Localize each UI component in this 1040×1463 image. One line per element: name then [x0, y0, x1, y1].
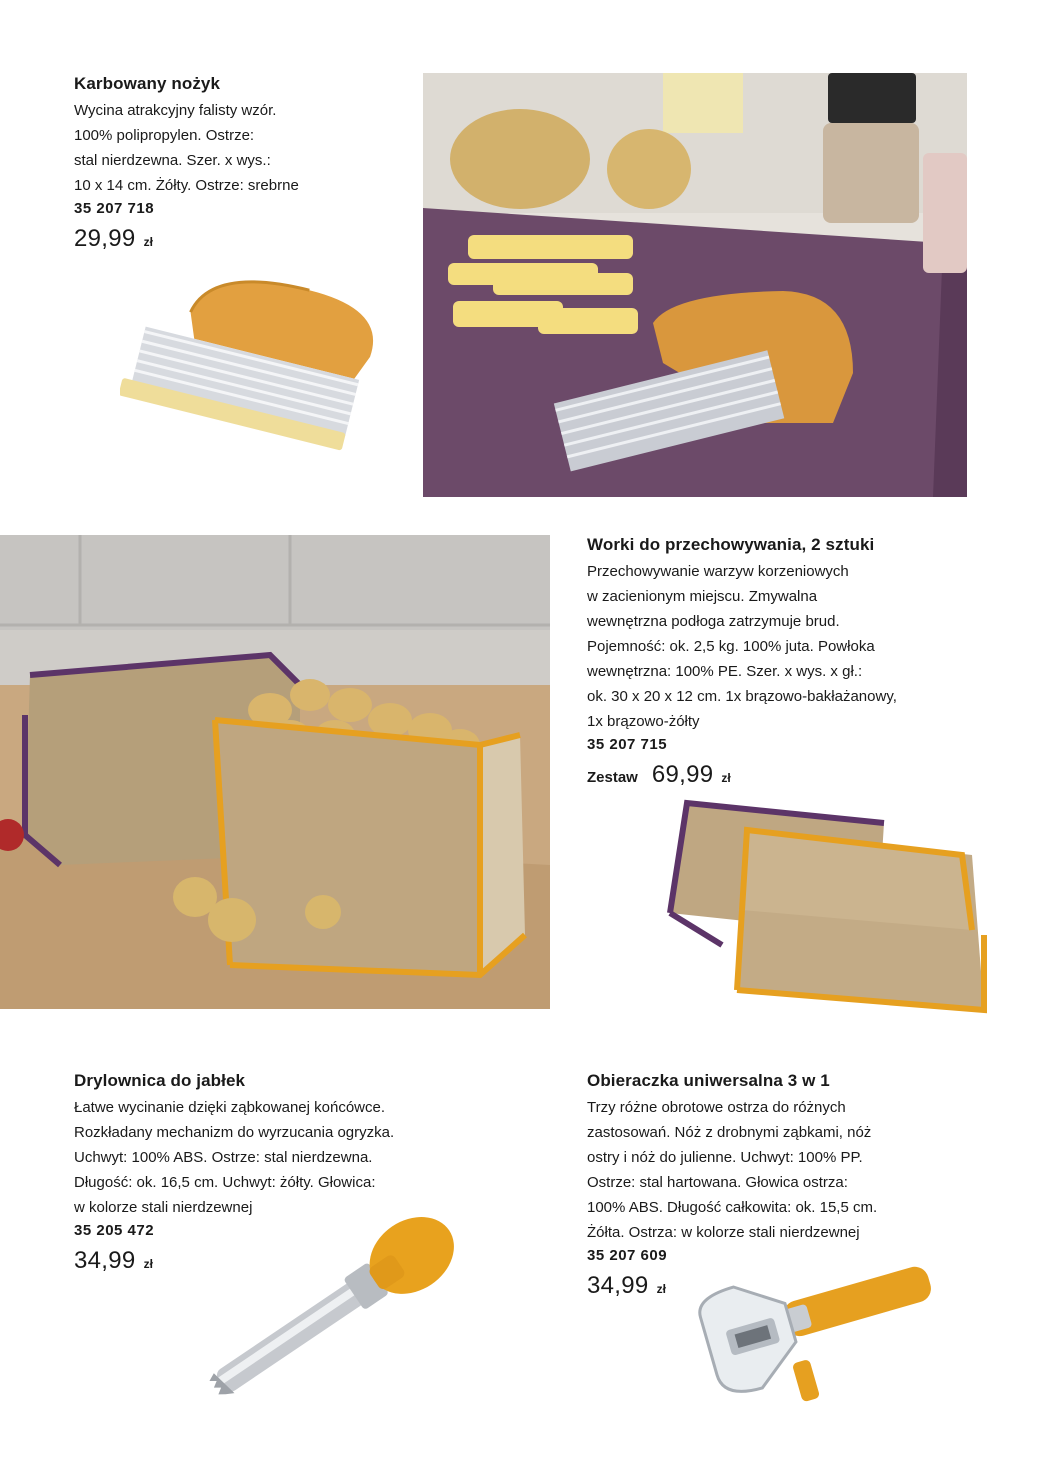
product-karbowany-nozyk	[74, 74, 404, 253]
crinkle-cutter-lifestyle-photo	[423, 73, 967, 497]
price-row	[74, 225, 404, 253]
crinkle-cutter-image	[120, 268, 380, 458]
price-prefix: Zestaw	[587, 769, 638, 786]
product-price: 29,99	[74, 225, 136, 252]
product-code: 35 207 718	[74, 200, 155, 217]
product-code: 35 205 472	[74, 1222, 155, 1239]
currency: zł	[143, 1257, 153, 1271]
price-row	[587, 761, 987, 789]
peeler-image	[690, 1245, 950, 1425]
product-price: 69,99	[651, 761, 714, 788]
product-description: Trzy różne obrotowe ostrza do różnych zastosowań. Nóż z drobnymi ząbkami, nóż ostry i nóż do julienne. Uchwyt: 100% PP. Ostrze: stal hartowana. Głowica ostrza: 100% ABS. Długość całkowita: ok. 15,5 cm. Żółta. Ostrza: w kolorze stali nierdzewnej	[587, 1099, 878, 1241]
currency: zł	[721, 771, 731, 785]
apple-corer-image	[190, 1208, 470, 1418]
product-price: 34,99	[587, 1272, 649, 1299]
product-title: Karbowany nożyk	[74, 74, 221, 93]
product-title: Drylownica do jabłek	[74, 1071, 246, 1090]
product-worki-do-przechowywania	[587, 535, 987, 789]
product-price: 34,99	[74, 1247, 136, 1274]
product-code: 35 207 715	[587, 736, 668, 753]
storage-bags-product-image	[662, 795, 992, 1025]
product-description: Wycina atrakcyjny falisty wzór. 100% polipropylen. Ostrze: stal nierdzewna. Szer. x wys.: 10 x 14 cm. Żółty. Ostrze: srebrne	[74, 102, 299, 194]
product-description: Łatwe wycinanie dzięki ząbkowanej końcówce. Rozkładany mechanizm do wyrzucania ogryzka. Uchwyt: 100% ABS. Ostrze: stal nierdzewna. Długość: ok. 16,5 cm. Uchwyt: żółty. Głowica: w kolorze stali nierdzewnej	[74, 1099, 395, 1216]
product-title: Obieraczka uniwersalna 3 w 1	[587, 1071, 830, 1090]
currency: zł	[143, 235, 153, 249]
product-title: Worki do przechowywania, 2 sztuki	[587, 535, 875, 554]
currency: zł	[656, 1282, 666, 1296]
storage-bags-lifestyle-photo	[0, 535, 550, 1009]
product-description: Przechowywanie warzyw korzeniowych w zacienionym miejscu. Zmywalna wewnętrzna podłoga zatrzymuje brud. Pojemność: ok. 2,5 kg. 100% juta. Powłoka wewnętrzna: 100% PE. Szer. x wys. x gł.: ok. 30 x 20 x 12 cm. 1x brązowo-bakłażanowy, 1x brązowo-żółty	[587, 563, 897, 730]
product-code: 35 207 609	[587, 1247, 668, 1264]
